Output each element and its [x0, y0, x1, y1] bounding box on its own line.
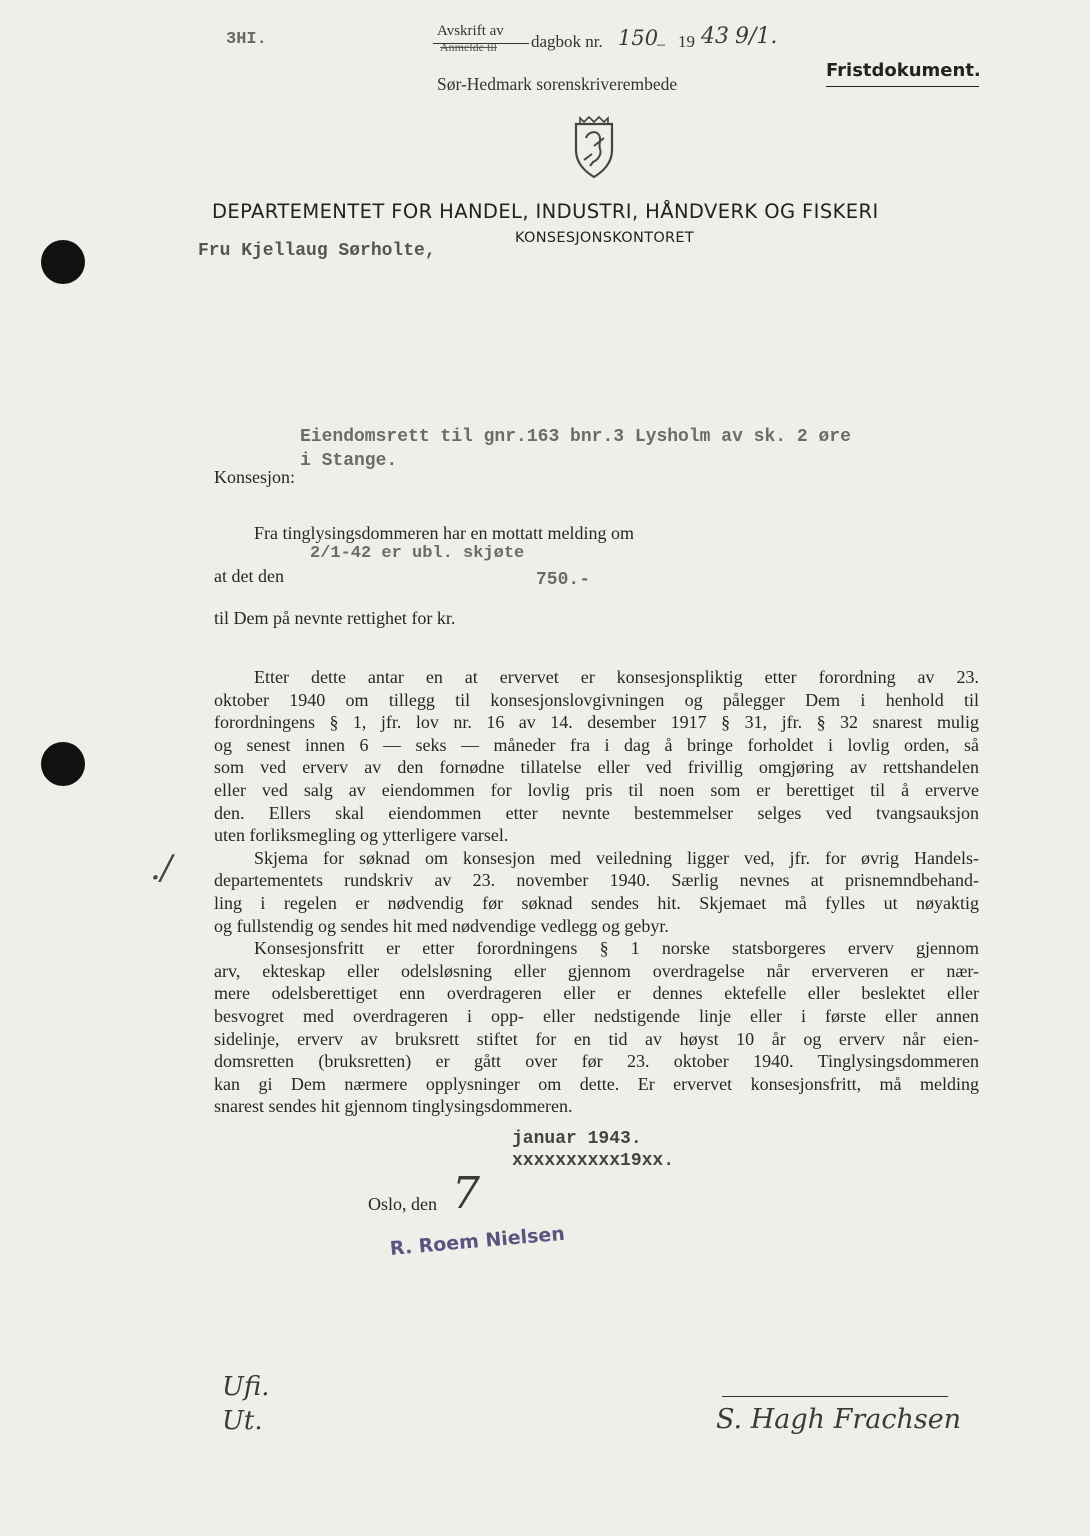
- text-line: den. Ellers skal eiendommen etter nevnte bestemmelser selges ved tvangsauksjon: [214, 802, 979, 823]
- text-line: Skjema for søknad om konsesjon med veiledning ligger ved, jfr. for øvrig Handels-: [254, 847, 979, 868]
- handwritten-signature: S. Hagh Frachsen: [716, 1404, 962, 1435]
- norwegian-lion-shield-icon: [566, 116, 622, 180]
- office-subheading: KONSESJONSKONTORET: [515, 230, 695, 246]
- text-line: som ved erverv av den fornødne tillatelse eller ved frivillig omgjøring av rettshandelen: [214, 757, 979, 778]
- text-line: ling i regelen er nødvendig før søknad sendes hit. Skjemaet må fylles ut nøyaktig: [214, 892, 979, 913]
- office-name: Sør-Hedmark sorenskriverembede: [437, 74, 678, 94]
- dagbok-number: 150: [618, 26, 659, 50]
- date-day: 7: [452, 1168, 480, 1219]
- text-line: og senest innen 6 — seks — måneder fra i dag å bringe forholdet i lovlig orden, så: [214, 734, 979, 755]
- dagbok-dash: –: [657, 36, 665, 53]
- avskrift-rule: [433, 43, 529, 44]
- notice-line-3: til Dem på nevnte rettighet for kr.: [214, 608, 456, 628]
- paragraph-1: [214, 666, 979, 847]
- marginal-code: 3HI.: [226, 30, 267, 49]
- handwritten-initials: Ufi. Ut.: [222, 1372, 270, 1436]
- notice-line-2-prefix: at det den: [214, 566, 284, 586]
- text-line: Etter dette antar en at ervervet er konsesjonspliktig etter forordning av 23.: [254, 667, 979, 687]
- text-line: uten forliksmegling og ytterligere varsel.: [214, 825, 509, 846]
- punch-hole: [41, 742, 85, 786]
- dagbok-year: 43: [701, 24, 729, 49]
- fristdokument-underline: [826, 86, 979, 87]
- text-line: forordningens § 1, jfr. lov nr. 16 av 14. desember 1917 § 31, jfr. § 32 snarest mulig: [214, 712, 979, 733]
- date-month-year: januar 1943.: [512, 1129, 642, 1149]
- text-line: og fullstendig og sendes hit med nødvendige vedlegg og gebyr.: [214, 915, 669, 936]
- department-heading: DEPARTEMENTET FOR HANDEL, INDUSTRI, HÅNDVERK OG FISKERI: [212, 200, 879, 223]
- avskrift-label: Avskrift av: [437, 23, 504, 39]
- text-line: arv, ekteskap eller odelsløsning eller gjennom overdragelse når erververen er nær-: [214, 960, 979, 981]
- avskrift-struck: Anmelde til: [440, 40, 497, 54]
- margin-mark: ./: [150, 848, 173, 888]
- date-struck: xxxxxxxxxx19xx.: [512, 1151, 675, 1171]
- notice-line-1: Fra tinglysingsdommeren har en mottatt melding om: [254, 523, 634, 543]
- addressee: Fru Kjellaug Sørholte,: [198, 241, 436, 261]
- date-place: Oslo, den: [368, 1194, 437, 1214]
- text-line: sidelinje, erverv av bruksrett stiftet for en tid av høyst 10 år og erverv når eien-: [214, 1028, 979, 1049]
- paragraph-3: [214, 937, 979, 1118]
- text-line: kan gi Dem nærmere opplysninger om dette. Er ervervet konsesjonsfritt, må melding: [214, 1073, 979, 1094]
- text-line: eller ved salg av eiendommen for lovlig pris til noen som er berettiget til å erverve: [214, 779, 979, 800]
- dagbok-year-prefix: 19: [678, 32, 695, 51]
- punch-hole: [41, 240, 85, 284]
- dagbok-date: 9/1.: [735, 24, 778, 49]
- text-line: besvogret med overdrageren i opp- eller nedstigende linje eller i første eller annen: [214, 1005, 979, 1026]
- fristdokument-label: Fristdokument.: [826, 60, 981, 81]
- text-line: mere odelsberettiget enn overdrageren eller er dennes ektefelle eller beslektet eller: [214, 983, 979, 1004]
- text-line: departementets rundskriv av 23. november 1940. Særlig nevnes at prisnemndbehand-: [214, 870, 979, 891]
- subject-line-2: i Stange.: [300, 451, 398, 471]
- subject-label: Konsesjon:: [214, 467, 295, 487]
- text-line: snarest sendes hit gjennom tinglysingsdommeren.: [214, 1096, 573, 1117]
- notice-amount: 750.-: [536, 570, 591, 590]
- text-line: Konsesjonsfritt er etter forordningens § 1 norske statsborgeres erverv gjennom: [254, 938, 979, 959]
- signature-line: [722, 1396, 948, 1397]
- subject-line-1: Eiendomsrett til gnr.163 bnr.3 Lysholm av sk. 2 øre: [300, 427, 851, 447]
- text-line: domsretten (bruksretten) er gått over før 23. oktober 1940. Tinglysingsdommeren: [214, 1051, 979, 1072]
- name-stamp: R. Roem Nielsen: [389, 1222, 566, 1260]
- notice-fill-date: 2/1-42 er ubl. skjøte: [310, 544, 525, 563]
- paragraph-2: [214, 847, 979, 937]
- text-line: oktober 1940 om tillegg til konsesjonslovgivningen og pålegger Dem i henhold til: [214, 689, 979, 710]
- dagbok-prefix: dagbok nr.: [531, 32, 603, 51]
